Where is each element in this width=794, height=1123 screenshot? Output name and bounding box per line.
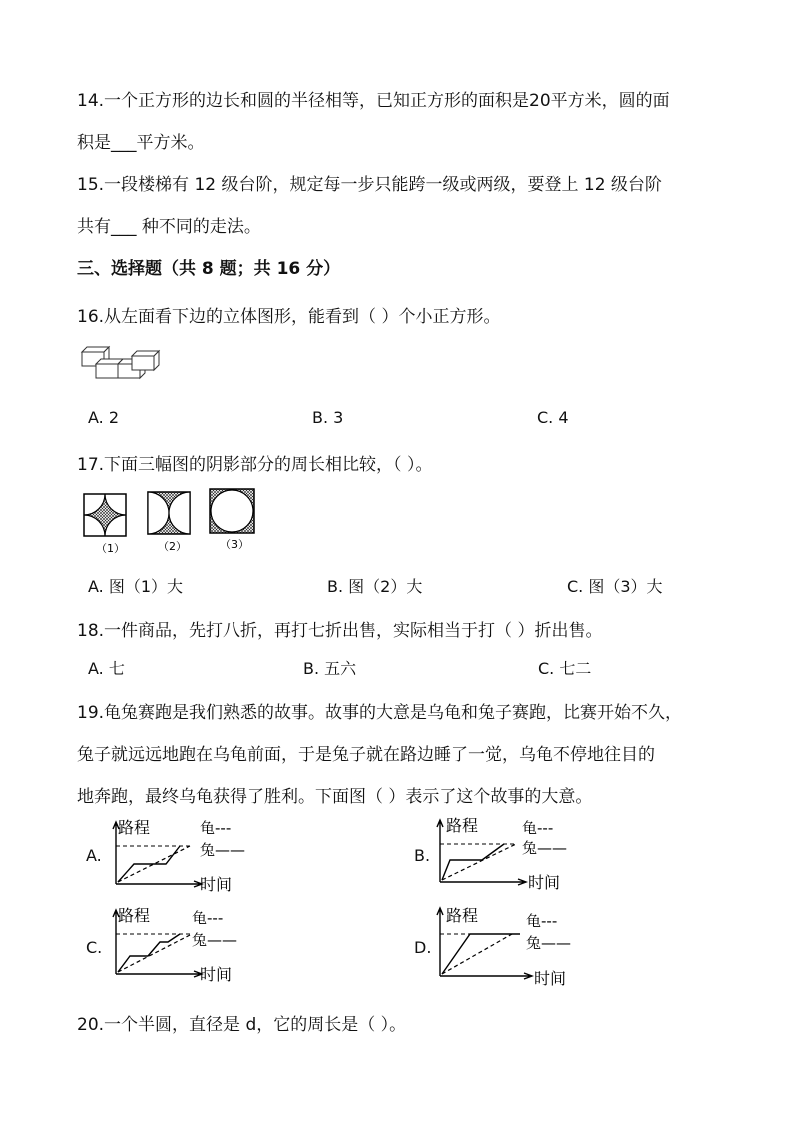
q16-option-a[interactable]: A. 2 (88, 408, 120, 427)
graph-a-xlabel: 时间 (200, 875, 233, 894)
q17-option-c[interactable]: C. 图（3）大 (567, 577, 663, 596)
graph-a-legend-tortoise: 龟--- (200, 819, 232, 837)
q20-stem: 20.一个半圆，直径是 d，它的周长是（ ）。 (77, 1015, 407, 1035)
figure-3 (210, 489, 254, 533)
graph-b-ylabel: 路程 (446, 816, 479, 835)
q17-stem: 17.下面三幅图的阴影部分的周长相比较，（ ）。 (77, 455, 433, 475)
q19-option-d-letter[interactable]: D. (414, 938, 432, 957)
figure-3-label: （3） (220, 538, 249, 551)
q19-graph-c (108, 906, 248, 986)
graph-d-legend-rabbit: 兔—— (526, 934, 572, 952)
graph-a-legend-rabbit: 兔—— (200, 841, 246, 859)
q19-graph-d (432, 904, 582, 988)
graph-d-ylabel: 路程 (446, 906, 479, 925)
q19-option-c-letter[interactable]: C. (86, 938, 103, 957)
q18-option-c[interactable]: C. 七二 (538, 659, 592, 678)
q14-line1: 14.一个正方形的边长和圆的半径相等，已知正方形的面积是20平方米，圆的面 (77, 91, 670, 111)
q14-line2: 积是___平方米。 (77, 133, 205, 153)
q19-line3: 地奔跑，最终乌龟获得了胜利。下面图（ ）表示了这个故事的大意。 (77, 787, 593, 807)
q19-line1: 19.龟兔赛跑是我们熟悉的故事。故事的大意是乌龟和兔子赛跑，比赛开始不久， (77, 703, 683, 723)
graph-c-legend-tortoise: 龟--- (192, 909, 224, 927)
graph-c-legend-rabbit: 兔—— (192, 931, 238, 949)
graph-c-xlabel: 时间 (200, 965, 233, 984)
q15-line2: 共有___ 种不同的走法。 (77, 217, 261, 237)
q15-line1: 15.一段楼梯有 12 级台阶，规定每一步只能跨一级或两级，要登上 12 级台阶 (77, 175, 662, 195)
q19-option-a-letter[interactable]: A. (86, 846, 102, 865)
q16-cube-figure (80, 344, 162, 380)
q16-option-c[interactable]: C. 4 (537, 408, 569, 427)
q18-option-a[interactable]: A. 七 (88, 659, 125, 678)
q18-option-b[interactable]: B. 五六 (303, 659, 357, 678)
graph-b-legend-tortoise: 龟--- (522, 819, 554, 837)
q19-line2: 兔子就远远地跑在乌龟前面，于是兔子就在路边睡了一觉，乌龟不停地往目的 (77, 745, 655, 765)
q17-option-a[interactable]: A. 图（1）大 (88, 577, 184, 596)
q18-stem: 18.一件商品，先打八折，再打七折出售，实际相当于打（ ）折出售。 (77, 621, 603, 641)
graph-b-legend-rabbit: 兔—— (522, 839, 568, 857)
q16-stem: 16.从左面看下边的立体图形，能看到（ ）个小正方形。 (77, 307, 501, 327)
q19-option-b-letter[interactable]: B. (414, 846, 431, 865)
graph-b-xlabel: 时间 (528, 873, 561, 892)
figure-2 (148, 492, 190, 534)
graph-d-xlabel: 时间 (534, 969, 567, 988)
q19-graph-a (108, 818, 248, 896)
graph-a-ylabel: 路程 (118, 818, 151, 837)
graph-c-ylabel: 路程 (118, 906, 151, 925)
figure-1-label: （1） (96, 542, 125, 555)
q16-option-b[interactable]: B. 3 (312, 408, 344, 427)
graph-d-legend-tortoise: 龟--- (526, 912, 558, 930)
q17-shapes-figure (80, 486, 270, 556)
figure-1 (84, 494, 126, 536)
q17-option-b[interactable]: B. 图（2）大 (327, 577, 423, 596)
figure-2-label: （2） (158, 540, 187, 553)
q19-graph-b (432, 816, 572, 894)
section3-heading: 三、选择题（共 8 题；共 16 分） (77, 259, 341, 279)
